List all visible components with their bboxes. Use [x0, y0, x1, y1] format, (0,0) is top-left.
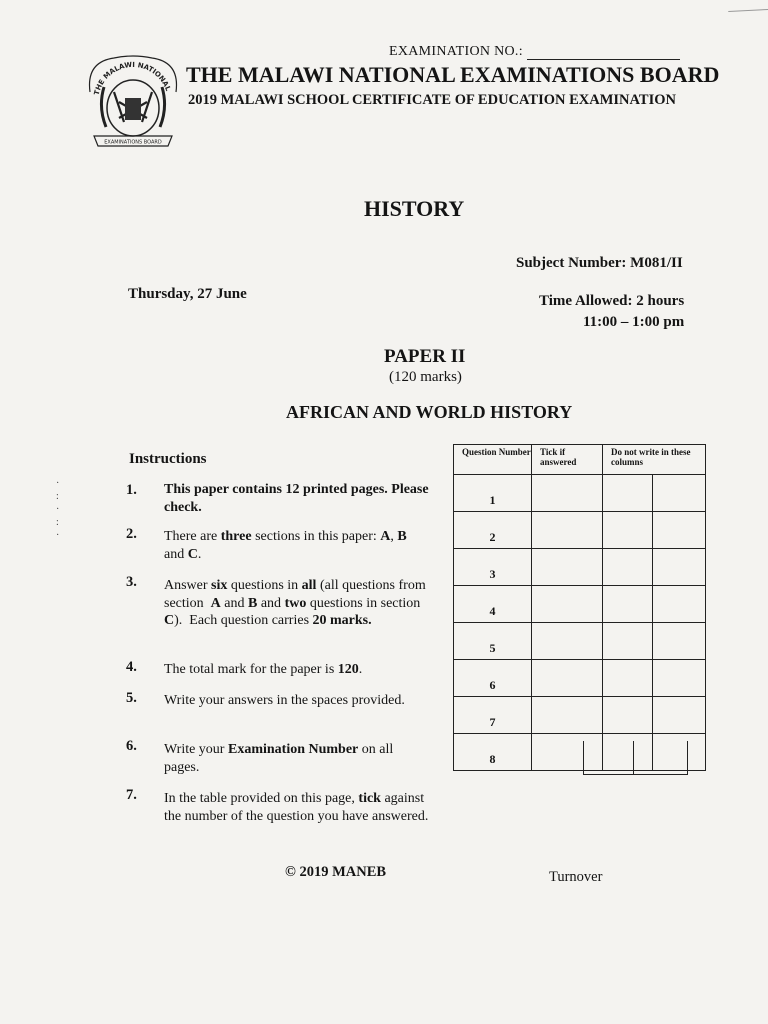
question-number-cell: 4: [454, 586, 532, 623]
instruction-text: This paper contains 12 printed pages. Please check.: [164, 482, 429, 515]
tick-cell[interactable]: [532, 697, 603, 734]
tick-cell[interactable]: [532, 660, 603, 697]
tick-cell[interactable]: [532, 475, 603, 512]
examiner-cell: [653, 512, 706, 549]
subject-name: HISTORY: [364, 196, 465, 221]
maneb-logo: [84, 52, 182, 154]
exam-number-field[interactable]: [389, 44, 680, 60]
page-corner-mark: [728, 0, 768, 12]
examiner-cell: [653, 697, 706, 734]
copyright: © 2019 MANEB: [285, 864, 387, 880]
instructions-heading: Instructions: [129, 451, 207, 467]
col-header-tick: Tick if answered: [532, 445, 603, 475]
instruction-number: 7.: [126, 787, 137, 803]
instruction-number: 5.: [126, 690, 137, 706]
instruction-text: In the table provided on this page, tick against the number of the question you have answered.: [164, 791, 429, 824]
question-number-cell: 7: [454, 697, 532, 734]
examiner-cell: [603, 586, 653, 623]
paper-title: PAPER II: [384, 346, 466, 367]
board-title: THE MALAWI NATIONAL EXAMINATIONS BOARD: [186, 62, 720, 87]
tick-cell[interactable]: [532, 512, 603, 549]
examiner-cell: [603, 623, 653, 660]
examiner-cell: [653, 549, 706, 586]
time-range: 11:00 – 1:00 pm: [583, 314, 685, 330]
question-number-cell: 8: [454, 734, 532, 771]
examiner-cell: [603, 475, 653, 512]
question-number-cell: 1: [454, 475, 532, 512]
question-number-cell: 2: [454, 512, 532, 549]
table-row: [454, 475, 706, 512]
paper-marks: (120 marks): [389, 369, 462, 385]
instruction-text: Write your answers in the spaces provided.: [164, 693, 405, 708]
instruction-number: 6.: [126, 738, 137, 754]
exam-date: Thursday, 27 June: [128, 286, 247, 302]
instruction-number: 2.: [126, 526, 137, 542]
time-allowed: Time Allowed: 2 hours: [539, 293, 685, 309]
certificate-title: 2019 MALAWI SCHOOL CERTIFICATE OF EDUCATION EXAMINATION: [188, 92, 676, 108]
examiner-total-box: [583, 741, 688, 775]
margin-dots: · : · : ·: [56, 478, 60, 541]
examiner-cell: [603, 549, 653, 586]
table-row: [454, 512, 706, 549]
examiner-cell: [603, 660, 653, 697]
table-row: [454, 586, 706, 623]
instruction-text: Answer six questions in all (all questions from section A and B and two questions in section C). Each question carries 20 marks.: [164, 578, 426, 628]
exam-number-blank[interactable]: [527, 47, 680, 60]
logo-bottom-text: EXAMINATIONS BOARD: [104, 139, 162, 146]
question-number-cell: 5: [454, 623, 532, 660]
examiner-cell: [603, 697, 653, 734]
turnover-note: Turnover: [549, 869, 603, 885]
examiner-cell: [653, 660, 706, 697]
table-row: [454, 660, 706, 697]
svg-text:THE MALAWI NATIONAL: [93, 61, 172, 96]
examiner-cell: [653, 586, 706, 623]
table-row: [454, 623, 706, 660]
question-tick-table: [453, 444, 706, 771]
tick-cell[interactable]: [532, 549, 603, 586]
tick-cell[interactable]: [532, 623, 603, 660]
tick-cell[interactable]: [532, 586, 603, 623]
logo-top-text: THE MALAWI NATIONAL: [92, 60, 173, 96]
instruction-number: 3.: [126, 574, 137, 590]
instruction-text: There are three sections in this paper: A, B and C.: [164, 529, 407, 562]
col-header-question-number: Question Number: [454, 445, 532, 475]
paper-subtitle: AFRICAN AND WORLD HISTORY: [286, 402, 573, 422]
table-row: [454, 697, 706, 734]
table-row: [454, 549, 706, 586]
col-header-examiner: Do not write in these columns: [603, 445, 706, 475]
instruction-number: 4.: [126, 659, 137, 675]
examiner-cell: [603, 512, 653, 549]
instruction-text: Write your Examination Number on all pages.: [164, 742, 394, 775]
examiner-cell: [653, 623, 706, 660]
exam-number-label: EXAMINATION NO.:: [389, 44, 523, 59]
instruction-text: The total mark for the paper is 120.: [164, 662, 363, 677]
instruction-number: 1.: [126, 482, 137, 498]
question-number-cell: 3: [454, 549, 532, 586]
subject-number: Subject Number: M081/II: [516, 255, 683, 271]
examiner-cell: [653, 475, 706, 512]
question-number-cell: 6: [454, 660, 532, 697]
